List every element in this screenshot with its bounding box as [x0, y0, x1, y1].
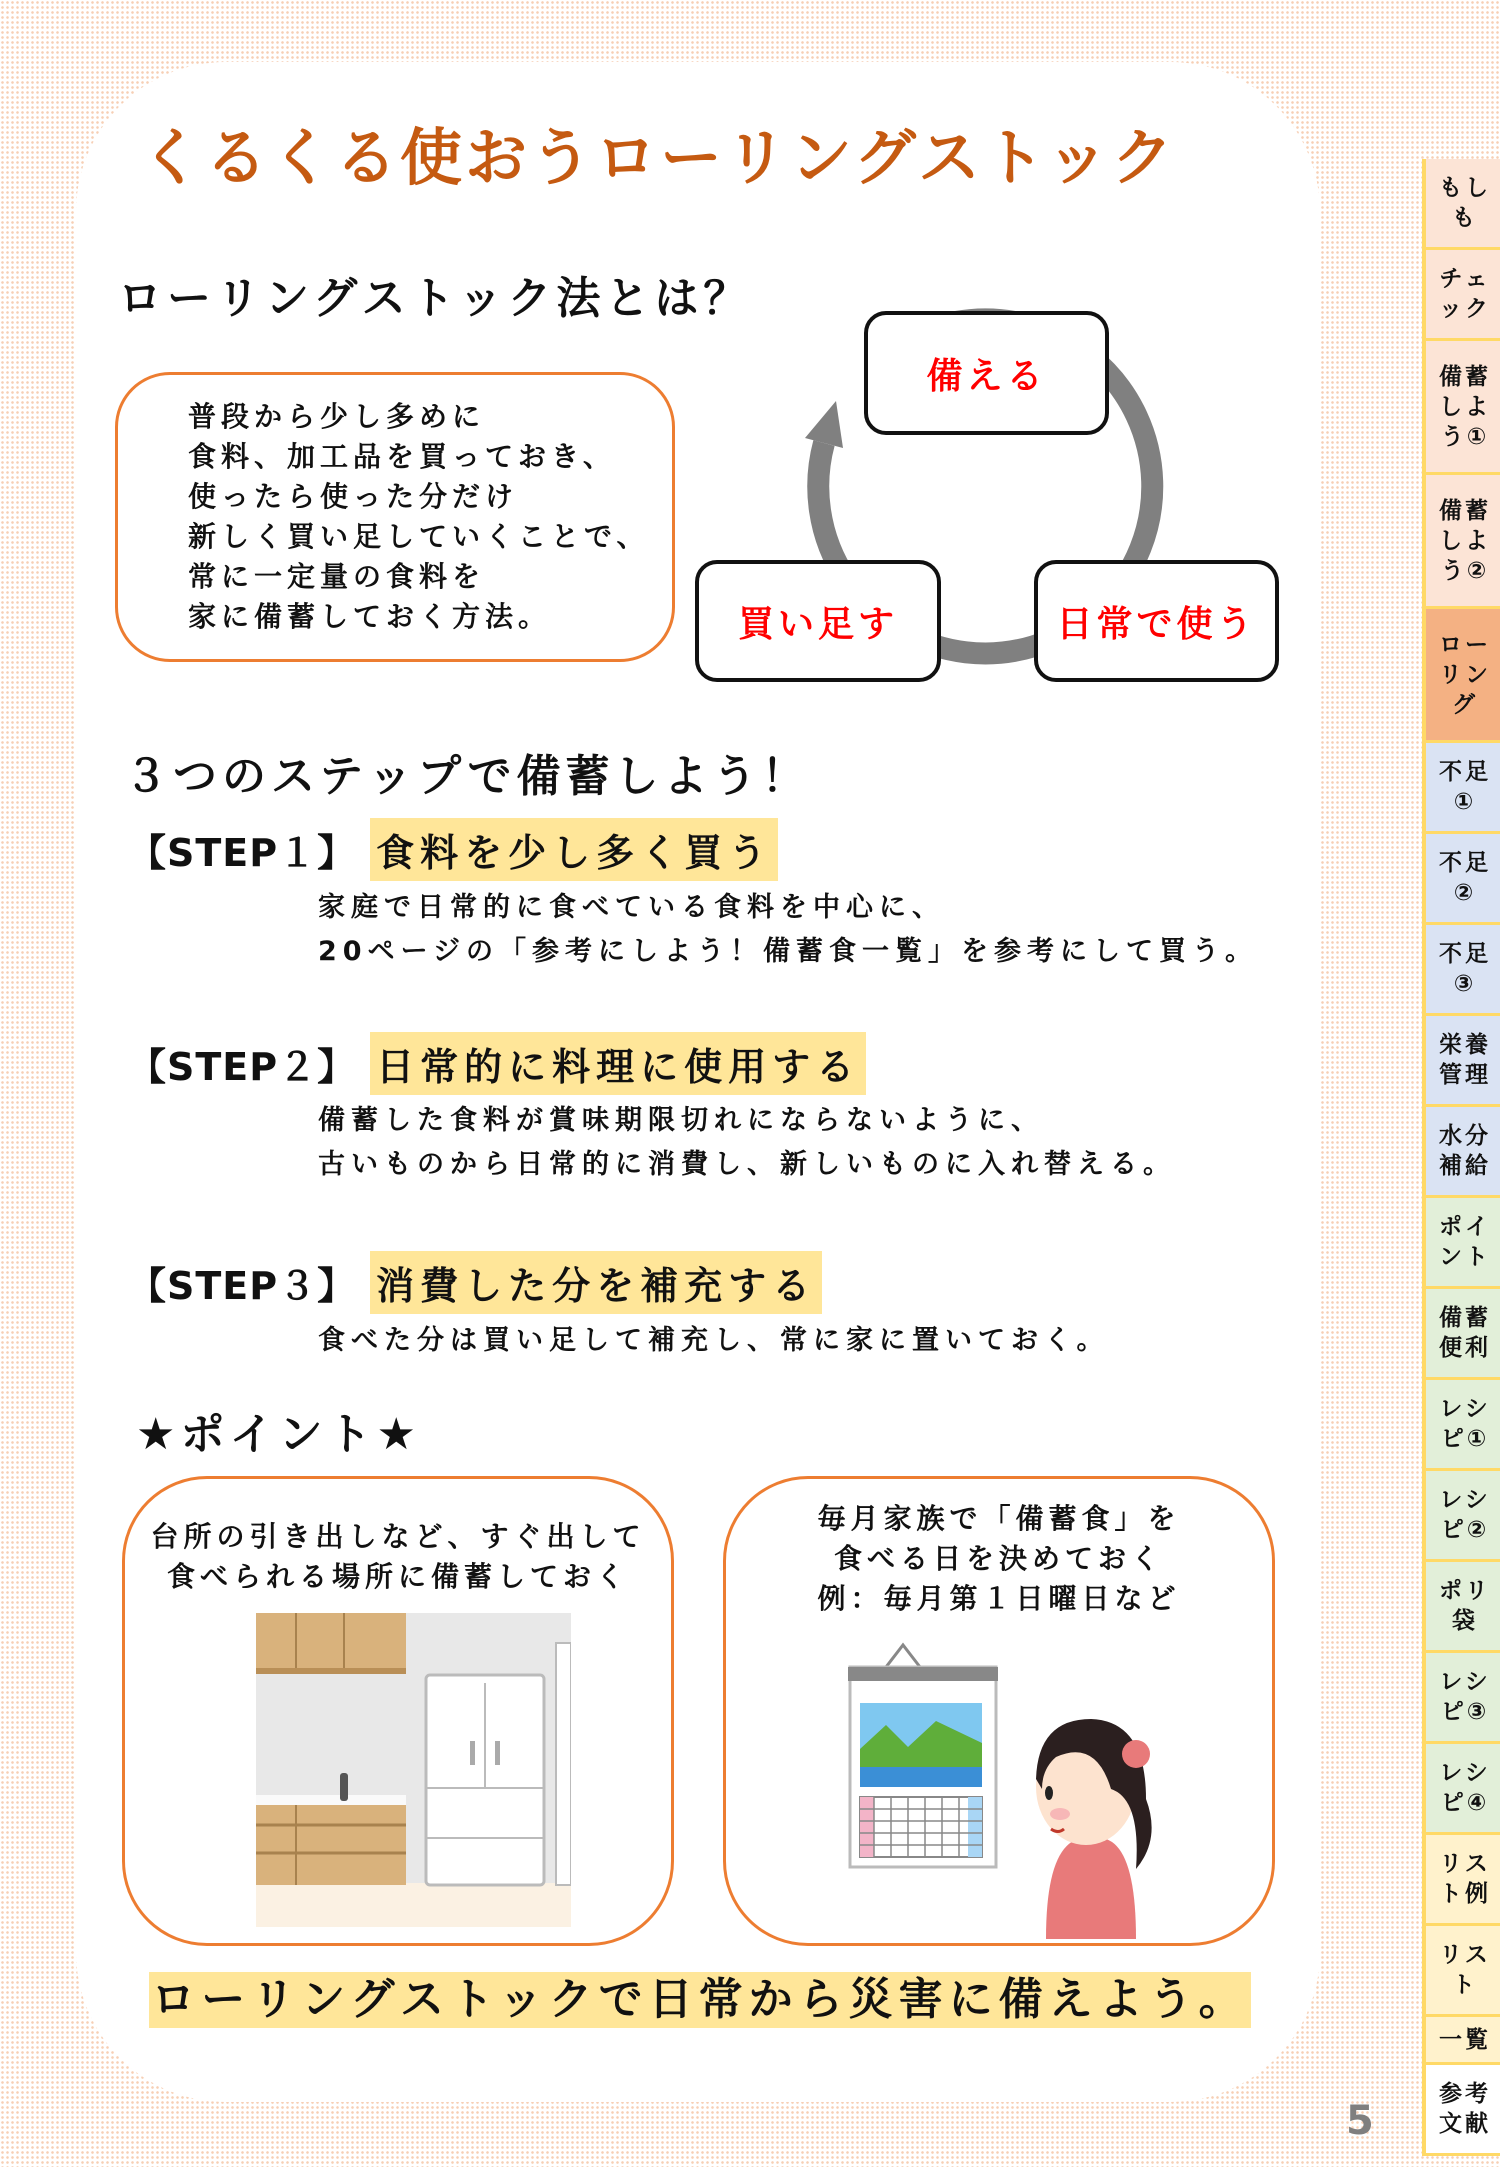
step-desc-line: 家庭で日常的に食べている食料を中心に、: [318, 892, 945, 923]
point-box-storage: [122, 1476, 674, 1946]
step-label: 【STEP１】: [128, 831, 357, 875]
calendar-icon: [848, 1645, 998, 1867]
page-title: くるくる使おうローリングストック: [140, 121, 1177, 194]
point-text-line: 食べる日を決めておく: [833, 1542, 1164, 1575]
cycle-arrowhead-icon: [805, 401, 843, 448]
step-label: 【STEP２】: [128, 1045, 357, 1089]
step-label: 【STEP３】: [128, 1264, 357, 1308]
definition-line: 普段から少し多めに: [188, 400, 486, 433]
definition-line: 家に備蓄しておく方法。: [188, 600, 552, 633]
tab-overview[interactable]: 一覧: [1426, 2017, 1500, 2065]
step-desc-line: 備蓄した食料が賞味期限切れにならないように、: [318, 1105, 1044, 1136]
section-tabs: [1422, 159, 1500, 2156]
step-title: 消費した分を補充する: [370, 1251, 822, 1314]
definition-line: 使ったら使った分だけ: [188, 480, 519, 513]
step-desc-line: 20ページの「参考にしよう！備蓄食一覧」を参考にして買う。: [318, 936, 1259, 967]
point-text-line: 台所の引き出しなど、すぐ出して: [150, 1520, 646, 1553]
step-1: [128, 818, 778, 881]
tab-rolling[interactable]: ロー リン グ: [1426, 609, 1500, 743]
tab-nutrition[interactable]: 栄養 管理: [1426, 1016, 1500, 1107]
definition-line: 常に一定量の食料を: [188, 560, 486, 593]
point-text-line: 例：毎月第１日曜日など: [817, 1582, 1181, 1615]
tab-list[interactable]: リス ト: [1426, 1926, 1500, 2017]
definition-line: 食料、加工品を買っておき、: [188, 440, 616, 473]
tab-recipe-3[interactable]: レシ ピ③: [1426, 1653, 1500, 1744]
step-2-desc: [318, 1099, 1176, 1187]
tab-moshimo[interactable]: もし も: [1426, 159, 1500, 250]
closing-banner: ローリングストックで日常から災害に備えよう。: [149, 1972, 1251, 2028]
tab-check[interactable]: チェ ック: [1426, 250, 1500, 341]
tab-list-example[interactable]: リス ト例: [1426, 1835, 1500, 1926]
step-desc-line: 古いものから日常的に消費し、新しいものに入れ替える。: [318, 1149, 1176, 1180]
kitchen-illustration: [256, 1613, 571, 1927]
cycle-box-buy: 買い足す: [695, 560, 941, 682]
cycle-box-use: 日常で使う: [1034, 560, 1279, 682]
point-heading: ★ポイント★: [136, 1409, 421, 1460]
tab-shortage-1[interactable]: 不足 ①: [1426, 743, 1500, 834]
tab-hydration[interactable]: 水分 補給: [1426, 1107, 1500, 1198]
page-number: 5: [1346, 2098, 1374, 2144]
tab-shortage-2[interactable]: 不足 ②: [1426, 834, 1500, 925]
tab-stock-2[interactable]: 備蓄 しよ う②: [1426, 475, 1500, 609]
tab-stock-1[interactable]: 備蓄 しよ う①: [1426, 341, 1500, 475]
tab-recipe-4[interactable]: レシ ピ④: [1426, 1744, 1500, 1835]
point-box-monthly-day: [723, 1476, 1275, 1946]
cycle-box-prepare: 備える: [864, 311, 1109, 435]
steps-heading: ３つのステップで備蓄しよう！: [124, 751, 811, 802]
step-3: [128, 1251, 822, 1314]
what-heading: ローリングストック法とは？: [118, 273, 753, 324]
tab-stock-useful[interactable]: 備蓄 便利: [1426, 1289, 1500, 1380]
tab-poly-bag[interactable]: ポリ 袋: [1426, 1562, 1500, 1653]
tab-recipe-1[interactable]: レシ ピ①: [1426, 1380, 1500, 1471]
step-2: [128, 1032, 866, 1095]
tab-shortage-3[interactable]: 不足 ③: [1426, 925, 1500, 1016]
definition-line: 新しく買い足していくことで、: [188, 520, 650, 553]
step-1-desc: [318, 886, 1258, 974]
tab-references[interactable]: 参考 文献: [1426, 2065, 1500, 2156]
step-title: 食料を少し多く買う: [370, 818, 778, 881]
tab-point[interactable]: ポイ ント: [1426, 1198, 1500, 1289]
girl-icon: [1036, 1719, 1152, 1939]
step-3-desc: [318, 1319, 1109, 1363]
step-title: 日常的に料理に使用する: [370, 1032, 866, 1095]
calendar-girl-illustration: [846, 1639, 1176, 1939]
point-text-line: 食べられる場所に備蓄しておく: [166, 1560, 629, 1593]
tab-recipe-2[interactable]: レシ ピ②: [1426, 1471, 1500, 1562]
step-desc-line: 食べた分は買い足して補充し、常に家に置いておく。: [318, 1325, 1110, 1356]
point-text-line: 毎月家族で「備蓄食」を: [817, 1502, 1181, 1535]
